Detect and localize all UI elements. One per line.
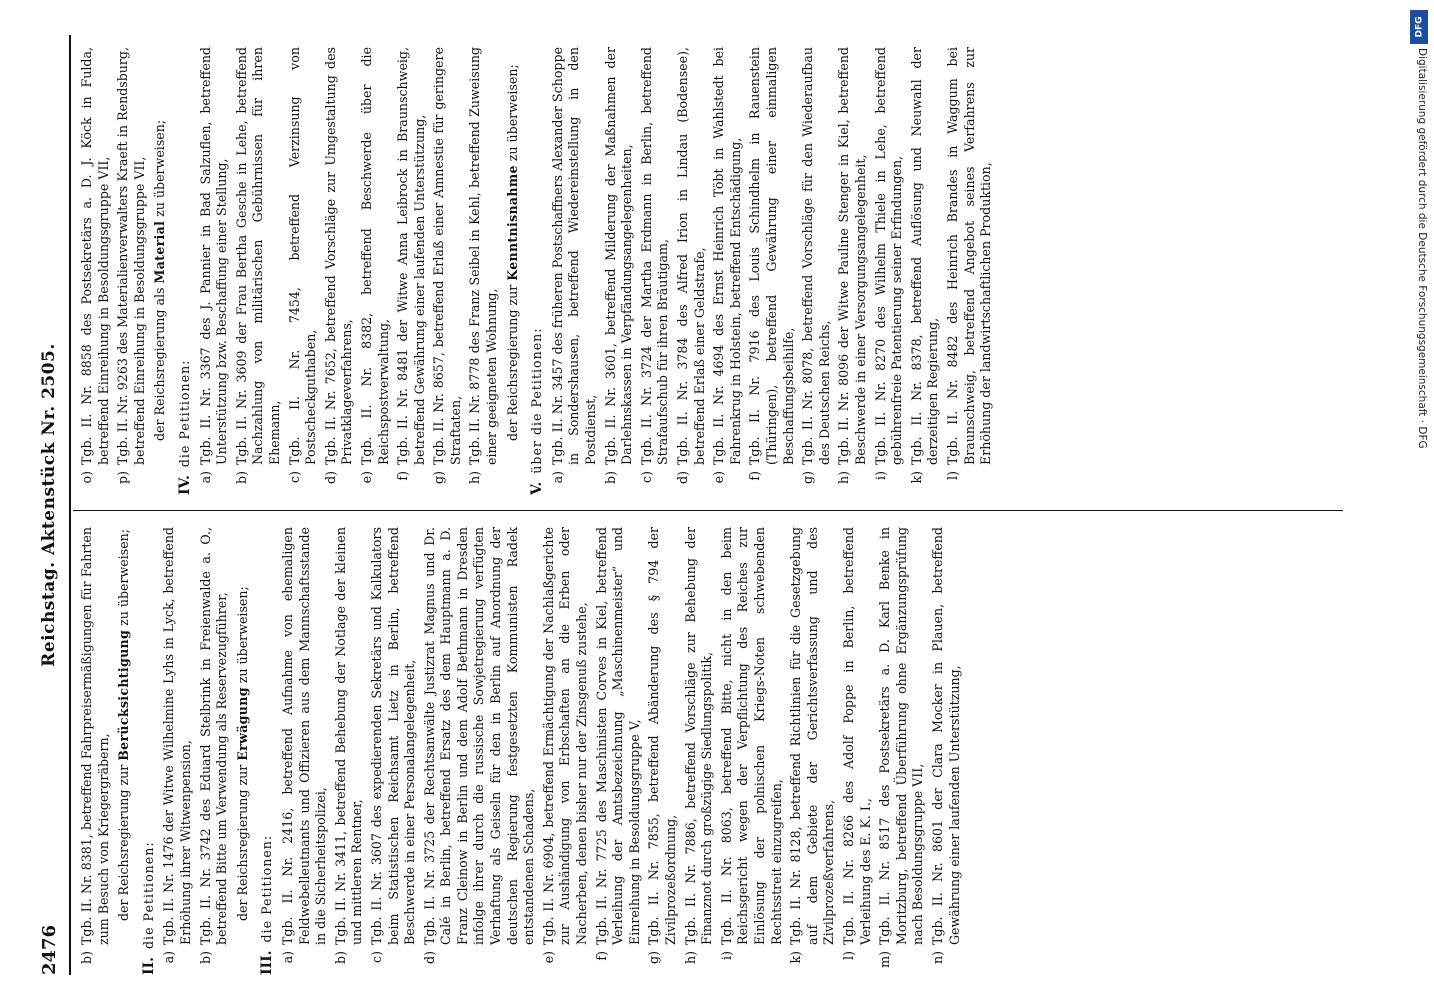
list-item [873,47,906,495]
list-item [198,47,231,495]
list-item [79,527,112,975]
item-label: d) [421,951,437,964]
section-label: über die Petitionen: [529,327,545,474]
item-text: Tgb. II. Nr. 3724 der Martha Erdmann in Berlin, betreffend Strafaufschub für ihren Bräutigam, [638,47,671,465]
item-label: a) [279,951,295,964]
item-label: l) [840,951,856,960]
list-item [550,47,600,495]
list-item [333,527,366,975]
section-heading [177,47,194,495]
resolution-emphasis: Erwägung [234,687,250,761]
list-item [683,527,716,975]
section-heading [529,47,546,495]
item-text: Tgb. II. Nr. 3411, betreffend Behebung der Notlage der kleinen und mittleren Rentner, [332,527,365,945]
item-label: a) [549,471,565,484]
petition-list [280,527,963,975]
page-header [35,35,65,975]
credit-text: Digitalisierung gefördert durch die Deutsche Forschungsgemeinschaft · DFG [1416,48,1428,449]
list-item [747,47,797,495]
item-text: Tgb. II. Nr. 3607 des expedierenden Sekretärs und Kalkulators beim Statistischen Reichsamt Lietz in Berlin, betreffend Beschwerde in einer Personalangelegenheit, [368,527,418,945]
list-item [234,47,284,495]
list-item [800,47,833,495]
item-text: Tgb. II. Nr. 8778 des Franz Seibel in Kehl, betreffend Zuweisung einer geeigneten Wohnung, [467,47,500,465]
section-number: V. [529,481,546,495]
resolution-line [116,527,133,975]
list-item [287,47,320,495]
dfg-logo-text: DFG [1414,16,1425,38]
left-column [79,527,966,975]
resolution-text: zu überweisen; [152,119,168,221]
item-label: b) [332,951,348,964]
item-text: Tgb. II. Nr. 7886, betreffend Vorschläge zur Behebung der Finanznot durch großzügige Siedlungspolitik, [682,527,715,945]
item-text: Tgb. II. Nr. 8601 der Clara Mocker in Plauen, betreffend Gewährung einer laufenden Unterstützung, [929,527,962,945]
item-label: c) [286,471,302,483]
resolution-text: der Reichsregierung als [152,283,168,441]
resolution-emphasis: Berücksichtigung [116,629,132,761]
item-text: Tgb. II. Nr. 8657, betreffend Erlaß einer Amnestie für geringere Straftaten, [431,47,463,465]
item-label: a) [197,471,213,484]
item-label: i) [718,951,734,960]
section-label: die Petitionen: [176,359,192,468]
item-text: Tgb. II. Nr. 3725 der Rechtsanwälte Justizrat Magnus und Dr. Calé in Berlin, betreffend Ersatz des dem Hauptmann a. D. Franz Cleinow in Berlin und dem Adolf Bethmann in Dresden infolge ihrer durch die russische Sowjetregierung verfügten Verhaftung als Geiseln für den in Berlin auf Anordnung der deutschen Regierung festgesetzten Kommunisten Radek entstandenen Schadens, [421,527,537,945]
section-label: die Petitionen: [259,834,275,943]
list-item [198,527,231,975]
list-item [909,47,942,495]
item-text: Tgb. II. Nr. 3784 des Alfred Irion in Lindau (Bodensee), betreffend Erlaß einer Geldstrafe, [675,47,707,465]
item-text: Tgb. II. Nr. 7652, betreffend Vorschläge zur Umgestaltung des Privatklageverfahrens, [322,47,355,465]
item-text: Tgb. II. Nr. 2416, betreffend Aufnahme von ehemaligen Feldwebelleutnants und Offizieren aus dem Mannschaftsstande in die Sicherheitspolizei, [279,527,329,945]
list-item [639,47,672,495]
item-label: b) [79,951,94,964]
item-text: Tgb. II. Nr. 4694 des Ernst Heinrich Töbt in Wahlstedt bei Fahrenkrug in Holstein, betreffend Entschädigung, [711,47,743,465]
resolution-line [505,47,522,495]
dfg-logo-icon [1410,10,1428,44]
item-text: Tgb. II. Nr. 8482 des Heinrich Brandes in Waggum bei Braunschweig, betreffend Angebot seines Verfahrens zur Erhöhung der landwirtschaftlichen Produktion, [944,47,994,465]
item-text: Tgb. II. Nr. 8078, betreffend Vorschläge für den Wiederaufbau des Deutschen Reichs, [800,47,832,465]
item-label: g) [431,471,447,484]
item-label: d) [675,471,690,484]
column-rule [73,510,1343,511]
list-item [945,47,995,495]
item-label: h) [467,471,483,485]
list-item [675,47,708,495]
item-text: Tgb. II. Nr. 8378, betreffend Auflösung und Neuwahl der derzeitigen Regierung, [908,47,941,465]
item-text: Tgb. II. Nr. 7454, betreffend Verzinsung von Postscheckguthaben, [286,47,319,465]
item-text: Tgb. II. Nr. 3609 der Frau Bertha Gesche in Lehe, betreffend Nachzahlung von militärischen Gebührnissen für ihren Ehemann, [233,47,282,465]
item-text: Tgb. II. Nr. 8481 der Witwe Anna Leibrock in Braunschweig, betreffend Gewährung einer laufenden Unterstützung, [395,47,427,465]
item-label: n) [929,951,945,965]
list-item [467,47,500,495]
item-label: e) [358,471,374,484]
item-label: h) [836,471,852,485]
item-text: Tgb. II. Nr. 8270 des Wilhelm Thiele in Lehe, betreffend gebührenfreie Patentierung seiner Erfindungen, [872,47,905,465]
resolution-text: der Reichsregierung zur [116,760,132,921]
item-label: m) [877,951,893,968]
item-label: d) [322,471,338,484]
item-label: f) [395,471,411,481]
item-text: Tgb. II. Nr. 7855, betreffend Abänderung des § 794 der Zivilprozeßordnung, [646,527,678,945]
section-number: II. [140,957,157,975]
list-item [422,527,538,975]
item-text: Tgb. II. Nr. 8381, betreffend Fahrpreisermäßigungen für Fahrten zum Besuch von Kriegergräbern, [79,527,111,945]
item-label: i) [872,471,888,480]
petition-list [550,47,995,495]
item-text: Tgb. II. Nr. 8517 des Postsekretärs a. D. Karl Benke in Moritzburg, betreffend Überführung ohne Ergänzungsprüfung nach Besoldungsgruppe VII, [877,527,926,945]
item-label: c) [368,951,384,963]
document-page [35,35,1355,975]
right-column [79,47,998,495]
item-label: e) [711,471,727,484]
list-item [930,527,963,975]
item-label: h) [682,951,698,965]
petition-list [198,47,501,495]
item-text: Tgb. II. Nr. 6904, betreffend Ermächtigung der Nachlaßgerichte zur Aushändigung von Erbschaften an die Erben oder Nacherben, denen bisher nur der Zinsgenuß zustehe, [540,527,590,945]
list-item [841,527,874,975]
petition-list [161,527,230,975]
item-label: k) [908,471,924,484]
list-item [541,527,591,975]
resolution-text: der Reichsregierung zur [234,760,250,921]
resolution-line [152,47,169,495]
item-text: Tgb. II. Nr. 3742 des Eduard Stelbrink in Freienwalde a. O., betreffend Bitte um Verwendung als Reservezugführer, [197,527,230,945]
item-text: Tgb. II. Nr. 7916 des Louis Schindhelm in Rauenstein (Thüringen), betreffend Gewährung einer einmaligen Beschaffungsbeihilfe, [747,47,796,465]
item-label: k) [788,951,804,964]
item-label: g) [646,951,662,964]
section-heading [259,527,276,975]
list-item [836,47,869,495]
resolution-text: zu überweisen; [504,64,520,166]
item-label: p) [115,471,131,484]
item-label: f) [593,951,609,961]
item-text: Tgb. II. Nr. 3367 des J. Pannier in Bad Salzuflen, betreffend Unterstützung bzw. Beschaffung einer Stellung, [197,47,230,465]
resolution-text: der Reichsregierung zur [504,280,520,441]
list-item [603,47,636,495]
list-item [711,47,744,495]
item-label: f) [747,471,763,481]
list-item [594,527,644,975]
section-heading [141,527,158,975]
item-label: b) [233,471,249,484]
item-text: Tgb. II. Nr. 8096 der Witwe Pauline Stenger in Kiel, betreffend Beschwerde in einer Versorgungsangelegenheit, [836,47,868,465]
item-text: Tgb. II. Nr. 8858 des Postsekretärs a. D. J. Köck in Fulda, betreffend Einreihung in Besoldungsgruppe VII, [79,47,111,465]
section-label: die Petitionen: [140,841,156,950]
item-text: Tgb. II. Nr. 1476 der Witwe Wilhelmine Lyhs in Lyck, betreffend Erhöhung ihrer Witwenpension, [161,527,193,945]
item-label: b) [602,471,618,484]
petition-list [79,47,148,495]
resolution-emphasis: Material [152,220,168,284]
item-text: Tgb. II. Nr. 8382, betreffend Beschwerde über die Reichspostverwaltung, [358,47,391,465]
list-item [115,47,148,495]
header-rule [69,35,71,975]
item-text: Tgb. II. Nr. 3601, betreffend Milderung der Maßnahmen der Darlehnskassen in Verpfändungsangelegenheiten, [602,47,635,465]
item-label: e) [540,951,556,964]
item-label: c) [638,471,654,483]
digitization-credit [1408,8,1430,998]
item-text: Tgb. II. Nr. 8128, betreffend Richtlinien für die Gesetzgebung auf dem Gebiete der Gerichtsverfassung und des Zivilprozeßverfahrens, [788,527,837,945]
list-item [161,527,194,975]
list-item [788,527,838,975]
resolution-emphasis: Kenntnisnahme [504,165,520,281]
item-label: l) [944,471,960,480]
list-item [395,47,428,495]
list-item [359,47,392,495]
list-item [877,527,927,975]
list-item [369,527,419,975]
list-item [431,47,464,495]
list-item [646,527,679,975]
resolution-text: zu überweisen; [116,528,132,630]
item-text: Tgb. II. Nr. 8266 des Adolf Poppe in Berlin, betreffend Verleihung des E. K. I., [840,527,873,945]
item-text: Tgb. II. Nr. 9263 des Materialienverwalters Kraeft in Rendsburg, betreffend Einreihung in Besoldungsgruppe VII, [115,47,147,465]
list-item [323,47,356,495]
section-number: IV. [176,475,193,495]
resolution-text: zu überweisen; [234,586,250,688]
item-text: Tgb. II. Nr. 3457 des früheren Postschaffners Alexander Schoppe in Sondershausen, betreffend Wiedereinstellung in den Postdienst, [549,47,599,465]
item-label: b) [197,951,213,964]
running-title: Reichstag. Aktenstück Nr. 2505. [39,343,59,667]
item-label: o) [79,471,94,484]
item-text: Tgb. II. Nr. 7725 des Maschinisten Corves in Kiel, betreffend Verleihung der Amtsbezeichnung „Maschinenmeister“ und Einreihung in Besoldungsgruppe V, [593,527,642,945]
item-text: Tgb. II. Nr. 8063, betreffend Bitte, nicht in den beim Reichsgericht wegen der Verpflichtung des Reiches zur Einlösung der polnischen Kriegs-Noten schwebenden Rechtsstreit einzugreifen, [718,527,784,945]
item-label: g) [800,471,816,484]
section-number: III. [259,950,276,975]
resolution-line [235,527,252,975]
list-item [79,47,112,495]
item-label: a) [161,951,177,964]
list-item [280,527,330,975]
page-number: 2476 [39,924,60,975]
list-item [719,527,785,975]
